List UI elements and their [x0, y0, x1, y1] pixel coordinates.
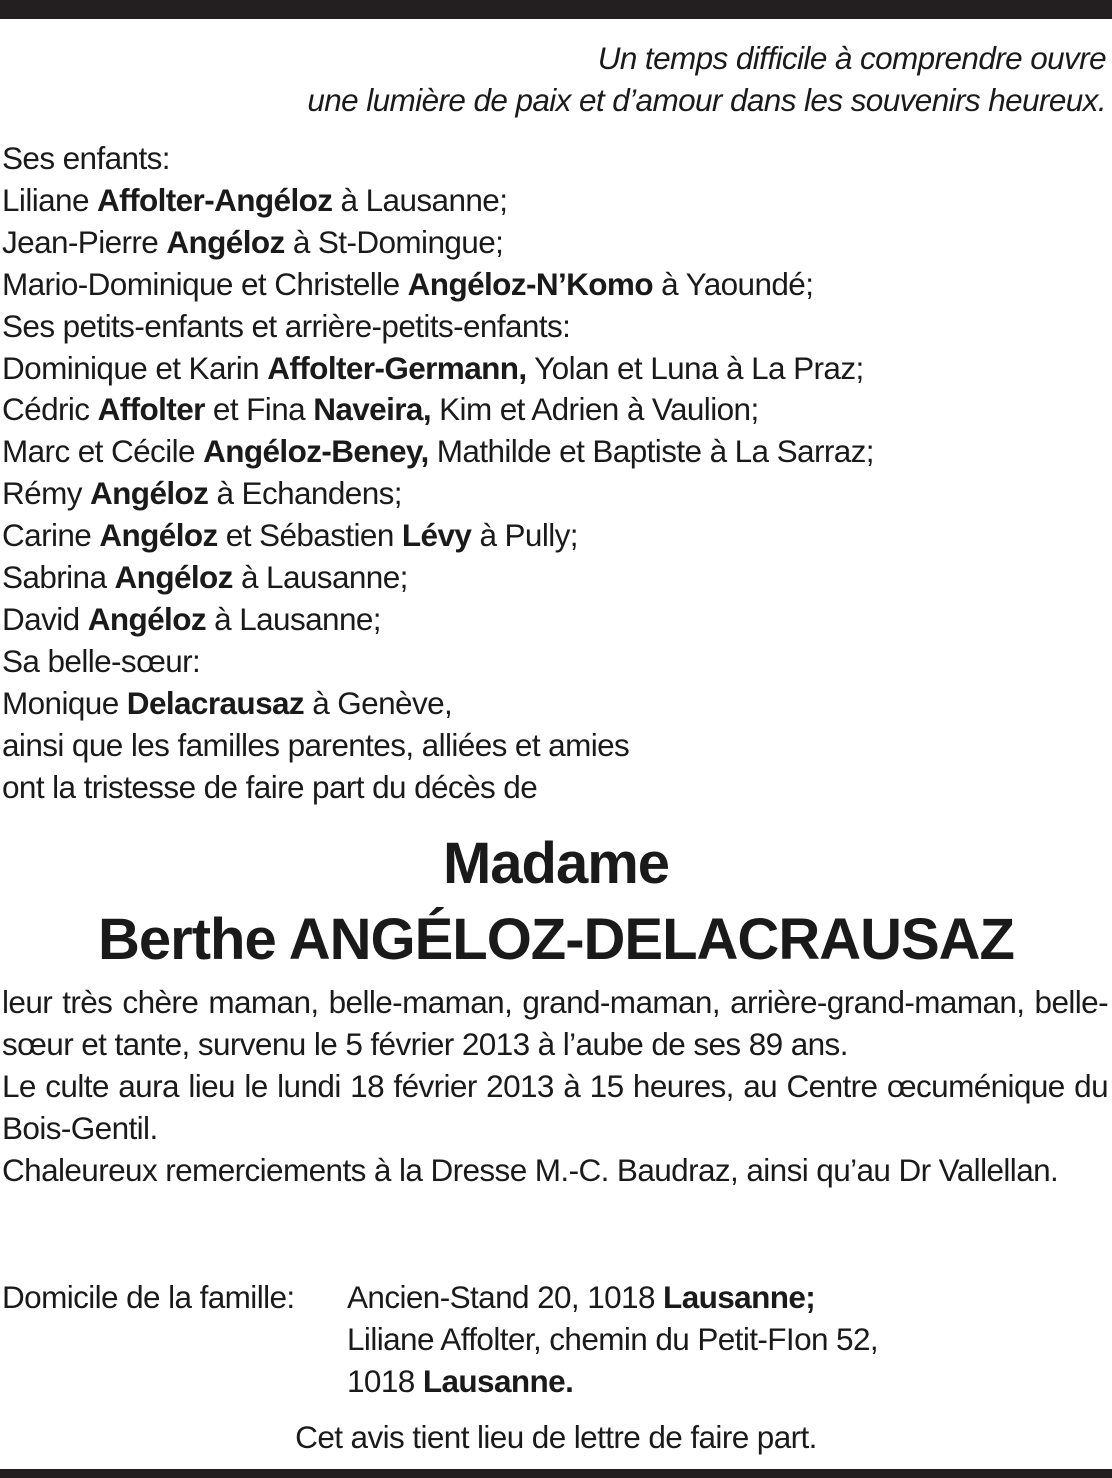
- quote-line-1: Un temps difficile à comprendre ouvre: [597, 40, 1106, 76]
- deceased-name: Berthe ANGÉLOZ-DELACRAUSAZ: [98, 907, 1014, 972]
- thanks-paragraph: Chaleureux remerciements à la Dresse M.-C. Baudraz, ainsi qu’au Dr Vallellan.: [2, 1151, 1059, 1188]
- top-rule: [0, 0, 1112, 19]
- list-item: Marc et Cécile Angéloz-Beney, Mathilde et Baptiste à La Sarraz;: [2, 433, 874, 470]
- announcement-line: ont la tristesse de faire part du décès de: [2, 768, 538, 805]
- list-item: Carine Angéloz et Sébastien Lévy à Pully;: [2, 517, 578, 554]
- list-item: Cédric Affolter et Fina Naveira, Kim et Adrien à Vaulion;: [2, 391, 759, 428]
- family-list: [2, 138, 1108, 809]
- list-item: David Angéloz à Lausanne;: [2, 600, 381, 637]
- domicile-label: Domicile de la famille:: [2, 1279, 295, 1315]
- deceased-title: Madame: [442, 831, 670, 896]
- sister-in-law-heading: Sa belle-sœur:: [2, 642, 201, 679]
- closing-note: Cet avis tient lieu de lettre de faire part.: [295, 1419, 817, 1455]
- list-item: Dominique et Karin Affolter-Germann, Yolan et Luna à La Praz;: [2, 349, 864, 386]
- children-heading: Ses enfants:: [2, 140, 170, 176]
- list-item: Liliane Affolter-Angéloz à Lausanne;: [2, 181, 508, 218]
- list-item: Monique Delacrausaz à Genève,: [2, 684, 453, 721]
- grandchildren-heading: Ses petits-enfants et arrière-petits-enfants:: [2, 307, 571, 344]
- relation-paragraph: leur très chère maman, belle-maman, grand-maman, arrière-grand-maman, belle-sœur et tante, survenu le 5 février 2013 à l’aube de ses 89 ans.: [2, 984, 1108, 1062]
- domicile-address-1: Ancien-Stand 20, 1018 Lausanne;: [347, 1279, 816, 1315]
- quote-line-2: une lumière de paix et d’amour dans les souvenirs heureux.: [307, 81, 1106, 118]
- bottom-rule: [0, 1469, 1112, 1478]
- deceased-name-block: [0, 826, 1112, 978]
- list-item: Sabrina Angéloz à Lausanne;: [2, 559, 408, 596]
- list-item: Mario-Dominique et Christelle Angéloz-N’Komo à Yaoundé;: [2, 265, 814, 302]
- domicile-block: [2, 1276, 878, 1402]
- service-paragraph: Le culte aura lieu le lundi 18 février 2013 à 15 heures, au Centre œcuménique du Bois-Gentil.: [2, 1067, 1108, 1146]
- list-item: Rémy Angéloz à Echandens;: [2, 475, 402, 512]
- domicile-address-2: Liliane Affolter, chemin du Petit-FIon 52,: [347, 1321, 879, 1357]
- families-line: ainsi que les familles parentes, alliées et amies: [2, 726, 630, 763]
- details: [2, 982, 1108, 1192]
- list-item: Jean-Pierre Angéloz à St-Domingue;: [2, 223, 504, 260]
- domicile-address-3: 1018 Lausanne.: [347, 1363, 574, 1399]
- epigraph-quote: [6, 38, 1106, 121]
